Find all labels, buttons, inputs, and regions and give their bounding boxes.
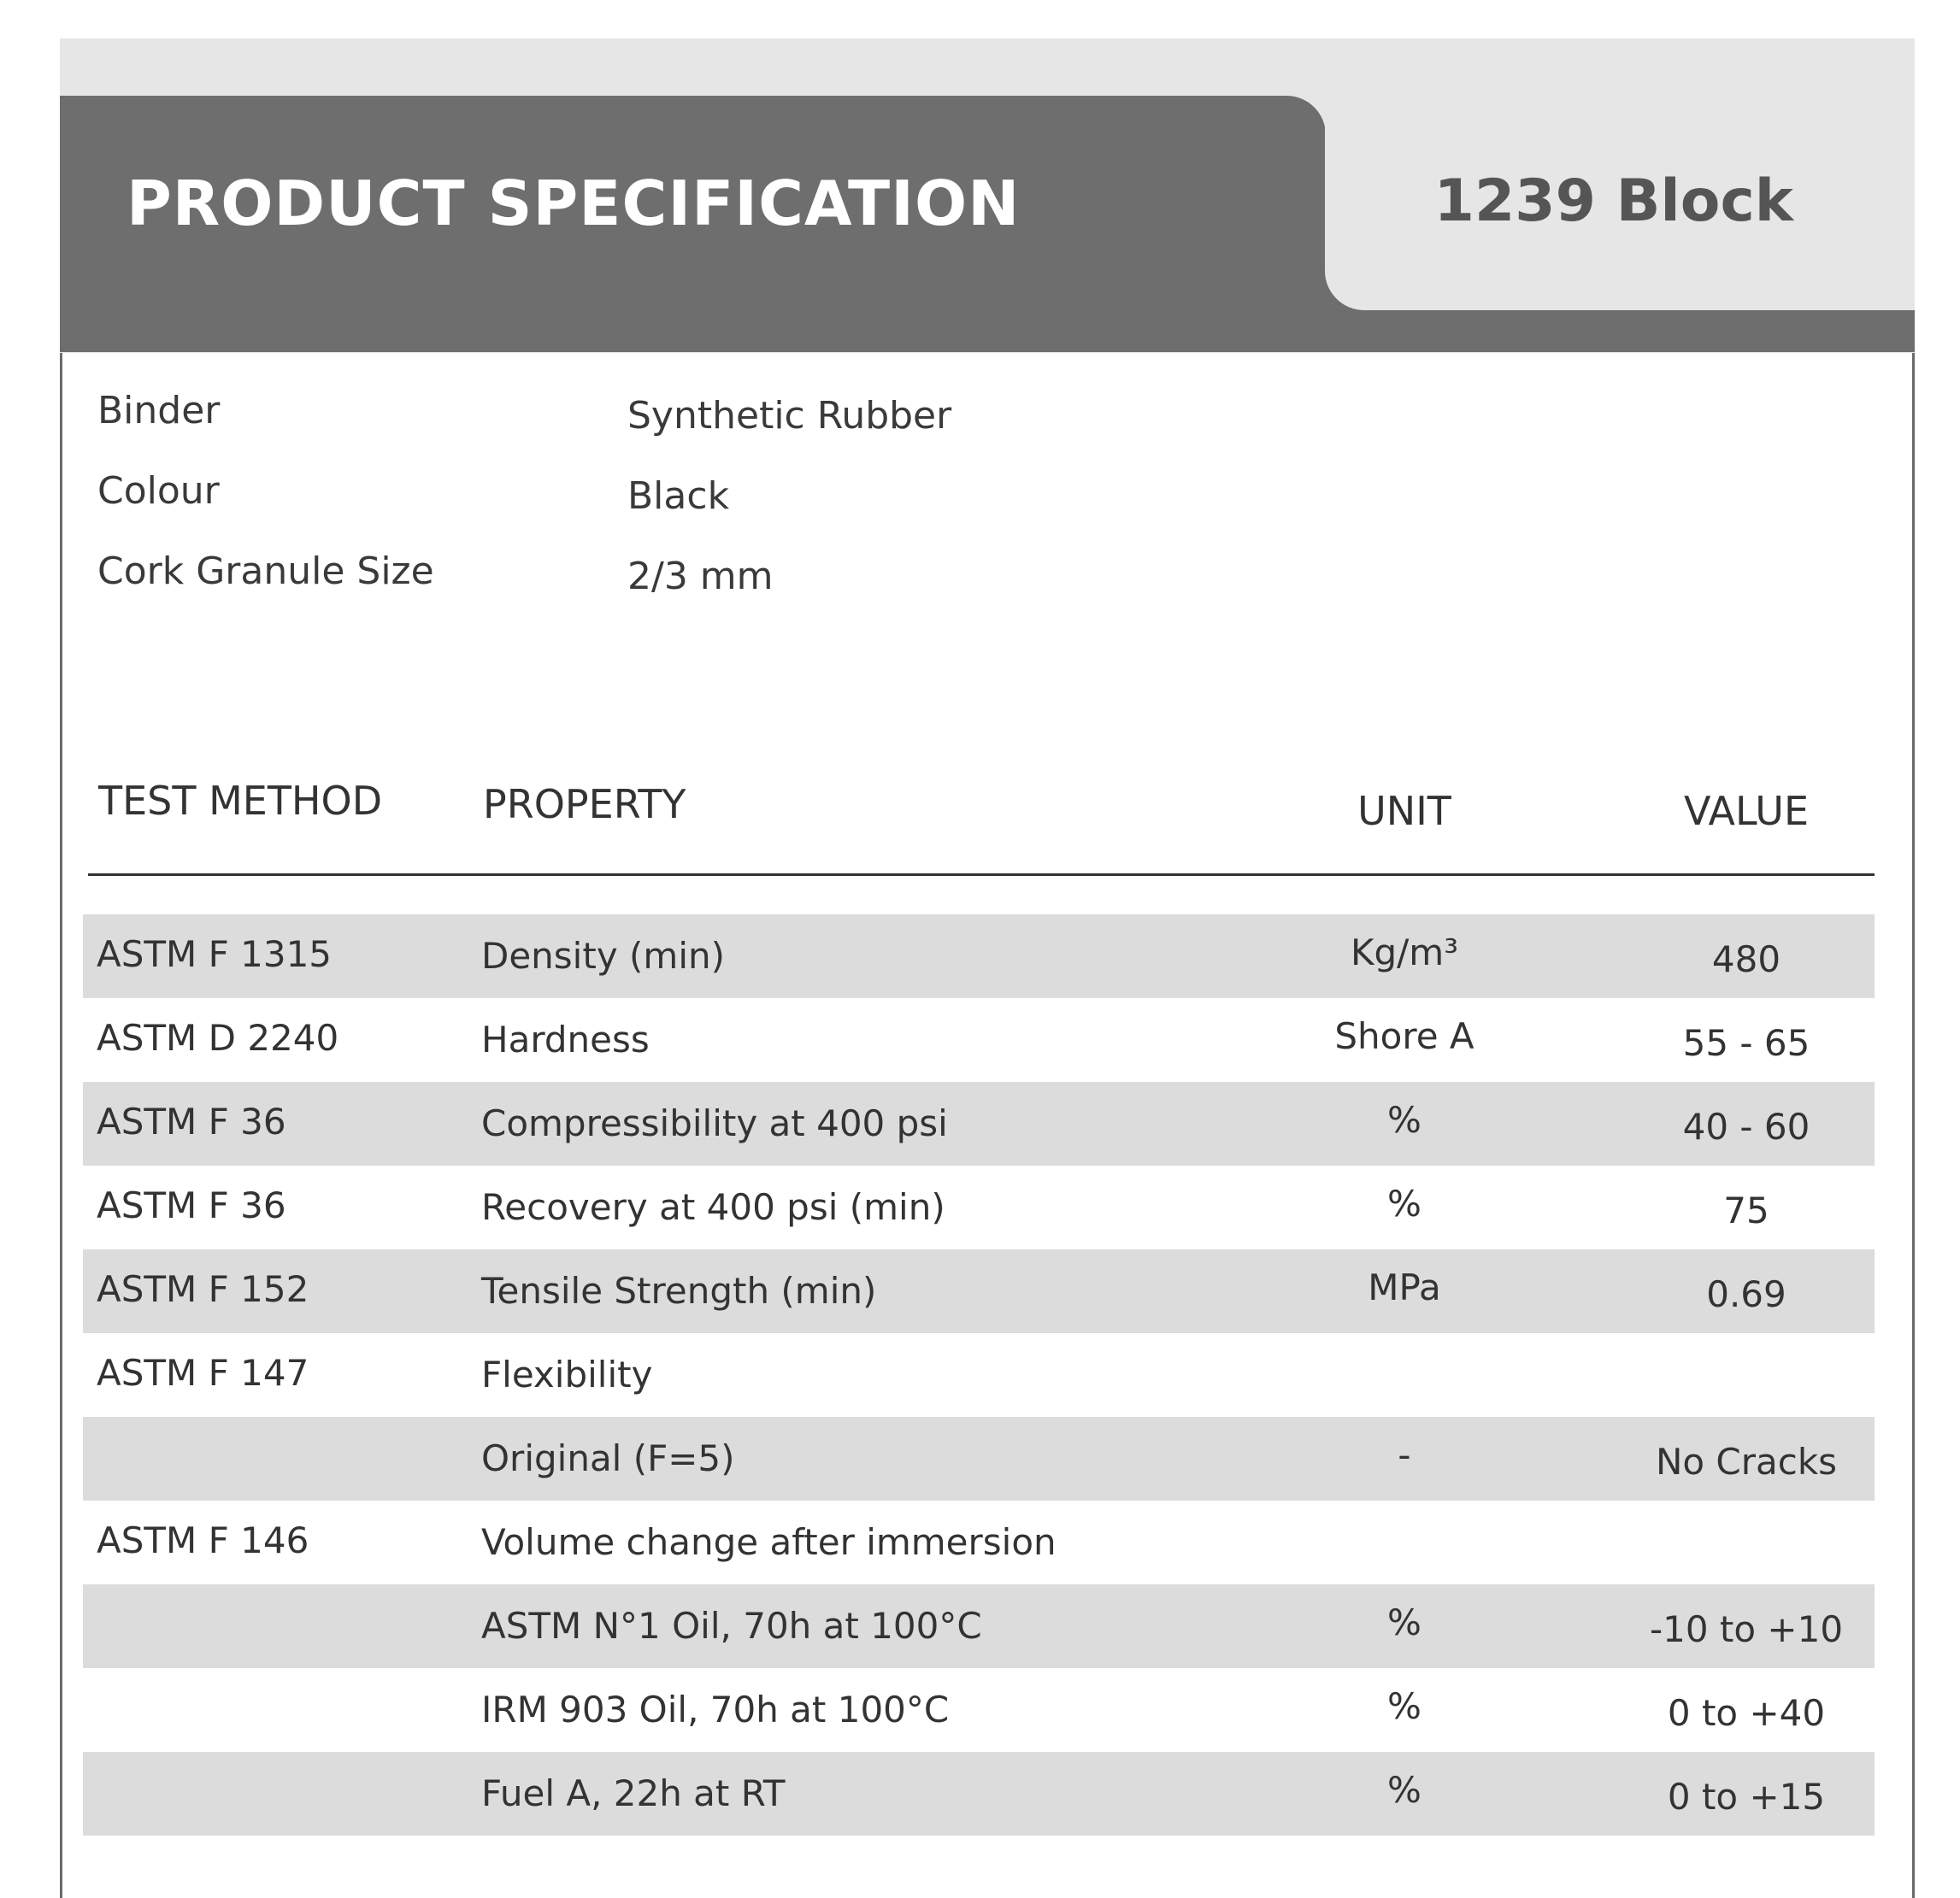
cell-value: 55 - 65 [1682, 1022, 1810, 1064]
cell-test-method: ASTM D 2240 [97, 1017, 339, 1059]
column-header-property: PROPERTY [483, 781, 686, 827]
cell-test-method: ASTM F 36 [97, 1101, 286, 1143]
table-row [83, 1668, 1875, 1752]
cell-property: Compressibility at 400 psi [481, 1102, 948, 1144]
cell-property: Flexibility [481, 1354, 653, 1396]
cell-property: ASTM N°1 Oil, 70h at 100°C [481, 1605, 982, 1647]
cell-unit: % [1387, 1769, 1421, 1811]
table-header [88, 778, 1875, 880]
cell-unit: MPa [1368, 1266, 1441, 1308]
cell-unit: Kg/m³ [1350, 931, 1459, 973]
table-row [83, 998, 1875, 1082]
table-row [83, 1333, 1875, 1417]
cell-unit: Shore A [1334, 1015, 1474, 1057]
cell-test-method: ASTM F 36 [97, 1184, 286, 1226]
cell-value: 0.69 [1706, 1273, 1786, 1315]
page-title: PRODUCT SPECIFICATION [127, 167, 1021, 239]
cell-unit: - [1398, 1434, 1411, 1476]
cell-unit: % [1387, 1183, 1421, 1225]
cell-property: Fuel A, 22h at RT [481, 1772, 786, 1814]
cell-value: 0 to +40 [1667, 1692, 1826, 1734]
cell-value: 0 to +15 [1667, 1776, 1826, 1818]
property-label: Colour [97, 469, 220, 513]
cell-property: Hardness [481, 1019, 650, 1061]
cell-property: Tensile Strength (min) [481, 1270, 877, 1312]
cell-value: 75 [1723, 1190, 1769, 1231]
cell-test-method: ASTM F 152 [97, 1268, 309, 1310]
property-value: Black [627, 474, 730, 518]
header-divider [88, 873, 1875, 876]
table-row [83, 1501, 1875, 1584]
spec-table [83, 914, 1875, 1836]
table-row [83, 1584, 1875, 1668]
cell-property: IRM 903 Oil, 70h at 100°C [481, 1689, 950, 1731]
property-value: 2/3 mm [627, 555, 774, 598]
cell-value: -10 to +10 [1649, 1608, 1844, 1650]
cell-value: 40 - 60 [1682, 1106, 1810, 1148]
property-label: Cork Granule Size [97, 549, 434, 593]
cell-unit: % [1387, 1099, 1421, 1141]
table-row [83, 1417, 1875, 1501]
table-row [83, 914, 1875, 998]
property-label: Binder [97, 389, 221, 432]
cell-property: Original (F=5) [481, 1437, 735, 1479]
cell-value: No Cracks [1655, 1441, 1838, 1483]
cell-test-method: ASTM F 1315 [97, 933, 333, 975]
property-value: Synthetic Rubber [627, 394, 952, 438]
cell-unit: % [1387, 1685, 1421, 1727]
cell-test-method: ASTM F 147 [97, 1352, 309, 1394]
table-row [83, 1082, 1875, 1166]
column-header-test-method: TEST METHOD [98, 778, 383, 824]
table-row [83, 1166, 1875, 1249]
column-header-unit: UNIT [1357, 788, 1451, 834]
cell-property: Volume change after immersion [481, 1521, 1057, 1563]
column-header-value: VALUE [1683, 788, 1810, 834]
product-name: 1239 Block [1433, 167, 1793, 235]
cell-property: Density (min) [481, 935, 725, 977]
table-row [83, 1249, 1875, 1333]
cell-value: 480 [1711, 938, 1781, 980]
cell-unit: % [1387, 1601, 1421, 1643]
table-row [83, 1752, 1875, 1836]
cell-test-method: ASTM F 146 [97, 1519, 309, 1561]
cell-property: Recovery at 400 psi (min) [481, 1186, 945, 1228]
